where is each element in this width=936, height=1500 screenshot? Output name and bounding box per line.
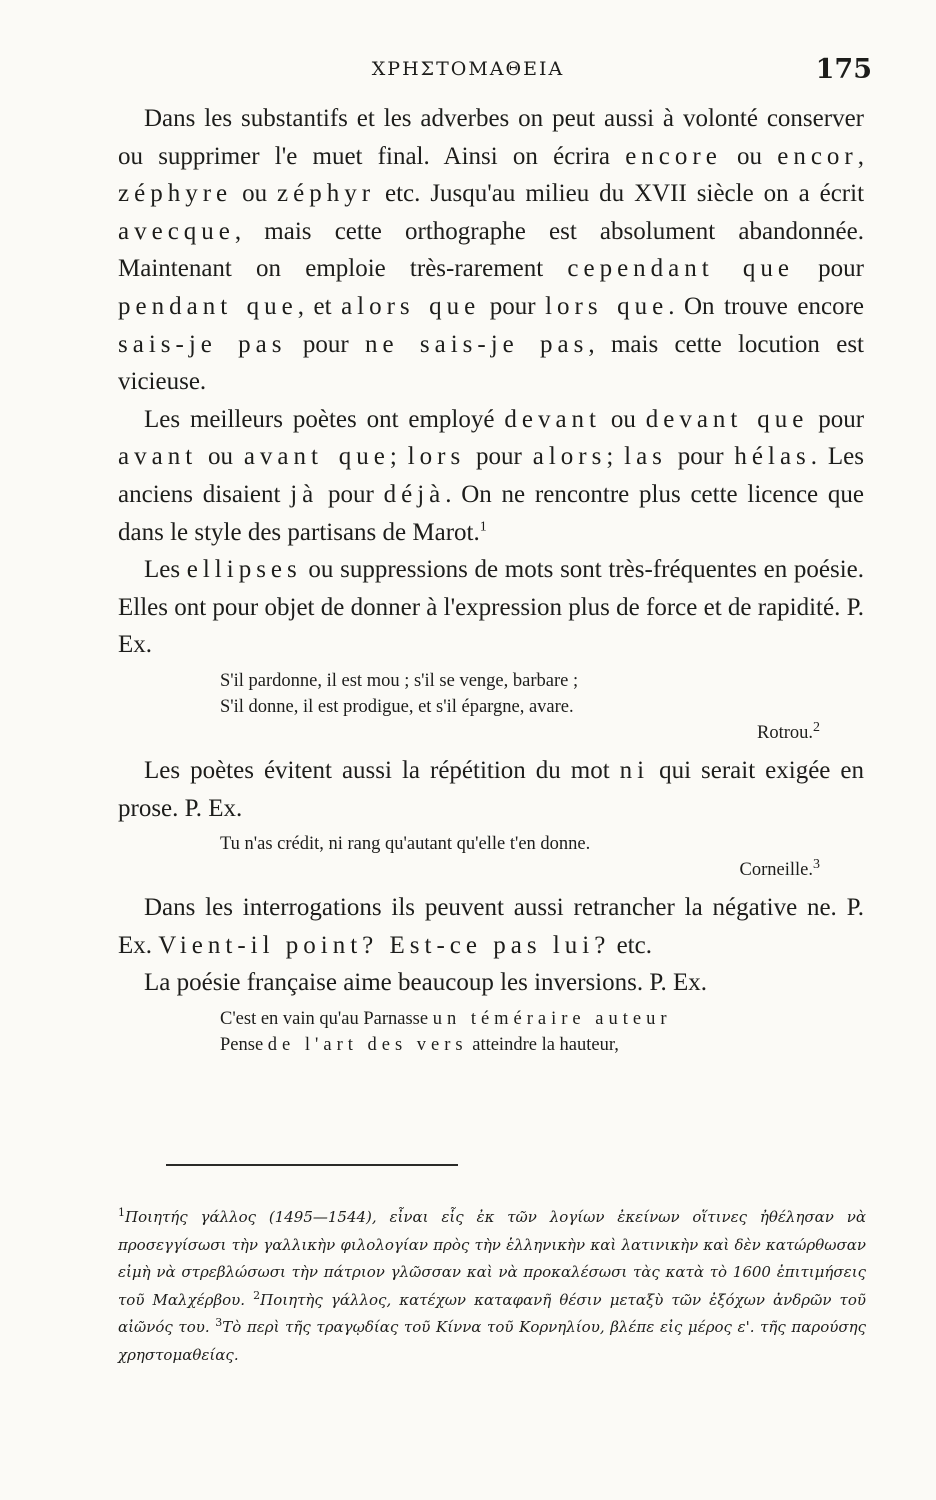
verse-quote-boileau	[118, 1006, 864, 1058]
verse-quote-corneille	[118, 831, 864, 883]
footnote-number: 3	[215, 1316, 223, 1329]
paragraph-silent-e: Dans les substantifs et les adverbes on peut aussi à volonté conserver ou supprimer l'e muet final. Ainsi on écrira encore ou encor, zéphyre ou zéphyr etc. Jusqu'au milieu du XVII siècle on a écrit avecque, mais cette orthographe est absolument abandonnée. Maintenant on emploie très-rarement cependant que pour pendant que, et alors que pour lors que. On trouve encore sais-je pas pour ne sais-je pas, mais cette locution est vicieuse.	[118, 105, 865, 396]
footnote-separator	[166, 1164, 458, 1166]
paragraph-ellipses: Les ellipses ou suppressions de mots sont très-fréquentes en poésie. Elles ont pour objet de donner à l'expression plus de force et de rapidité. P. Ex.	[118, 556, 864, 659]
footnote-ref-1: 1	[479, 519, 487, 535]
paragraph-repetition-ni: Les poètes évitent aussi la répétition du mot ni qui serait exigée en prose. P. Ex.	[118, 756, 864, 822]
verse-quote-rotrou	[118, 668, 864, 746]
footnote-text: Ποιητὴς γάλλος, κατέχων καταφανῆ θέσιν μεταξὺ τῶν ἐξόχων ἀνδρῶν τοῦ αἰῶνός του.	[118, 1290, 866, 1336]
verse-attribution: Rotrou.$^2$	[756, 719, 820, 743]
footnote-number: 2	[253, 1288, 261, 1302]
footnote-number: 1	[118, 1206, 125, 1219]
paragraph-interrogations: Dans les interrogations ils peuvent aussi retrancher la négative ne. P. Ex. Vient-il point? Est-ce pas lui? etc.	[118, 894, 864, 959]
paragraph-archaic-forms: Les meilleurs poètes ont employé devant ou devant que pour avant ou avant que; lors pour alors; las pour hélas. Les anciens disaient jà pour déjà. On ne rencontre plus cette licence que dans le style des partisans de Marot.$^1$	[118, 405, 865, 546]
verse-attribution: Corneille.$^3$	[739, 856, 820, 881]
footnotes	[118, 1204, 866, 1369]
verse-line: S'il donne, il est prodigue, et s'il épargne, avare.	[220, 696, 574, 717]
footnote-ref-3: 3	[813, 856, 820, 872]
running-header	[0, 50, 936, 90]
verse-line: Tu n'as crédit, ni rang qu'autant qu'elle t'en donne.	[220, 834, 591, 855]
verse-line: Pense de l'art des vers atteindre la hauteur,	[220, 1034, 619, 1055]
footnote-ref-2: 2	[813, 719, 820, 735]
footnote-text: Ποιητής γάλλος (1495—1544), εἶναι εἷς ἐκ τῶν λογίων ἐκείνων οἵτινες ἠθέλησαν νὰ προσεγγίσωσι τὴν γαλλικὴν φιλολογίαν πρὸς τὴν ἑλληνικὴν καὶ λατινικὴν καὶ δὲν κατώρθωσαν εἰμὴ νὰ στρεβλώσωσι τὴν πάτριον γλῶσσαν καὶ νὰ προκαλέσωσι τὰς κατὰ τὸ 1600 ἐπιτιμήσεις τοῦ Μαλχέρβου.	[118, 1208, 866, 1309]
verse-line: S'il pardonne, il est mou ; s'il se venge, barbare ;	[220, 670, 579, 691]
body-text	[118, 100, 864, 1064]
verse-line: C'est en vain qu'au Parnasse un téméraire auteur	[220, 1008, 672, 1029]
running-title: ΧΡΗΣΤΟΜΑΘΕΙΑ	[371, 58, 565, 80]
page-number: 175	[815, 54, 872, 85]
paragraph-inversions: La poésie française aime beaucoup les inversions. P. Ex.	[144, 969, 708, 997]
footnote-text: Τὸ περὶ τῆς τραγῳδίας τοῦ Κίννα τοῦ Κορνηλίου, βλέπε εἰς μέρος ε'. τῆς παρούσης χρηστομαθείας.	[118, 1318, 866, 1364]
